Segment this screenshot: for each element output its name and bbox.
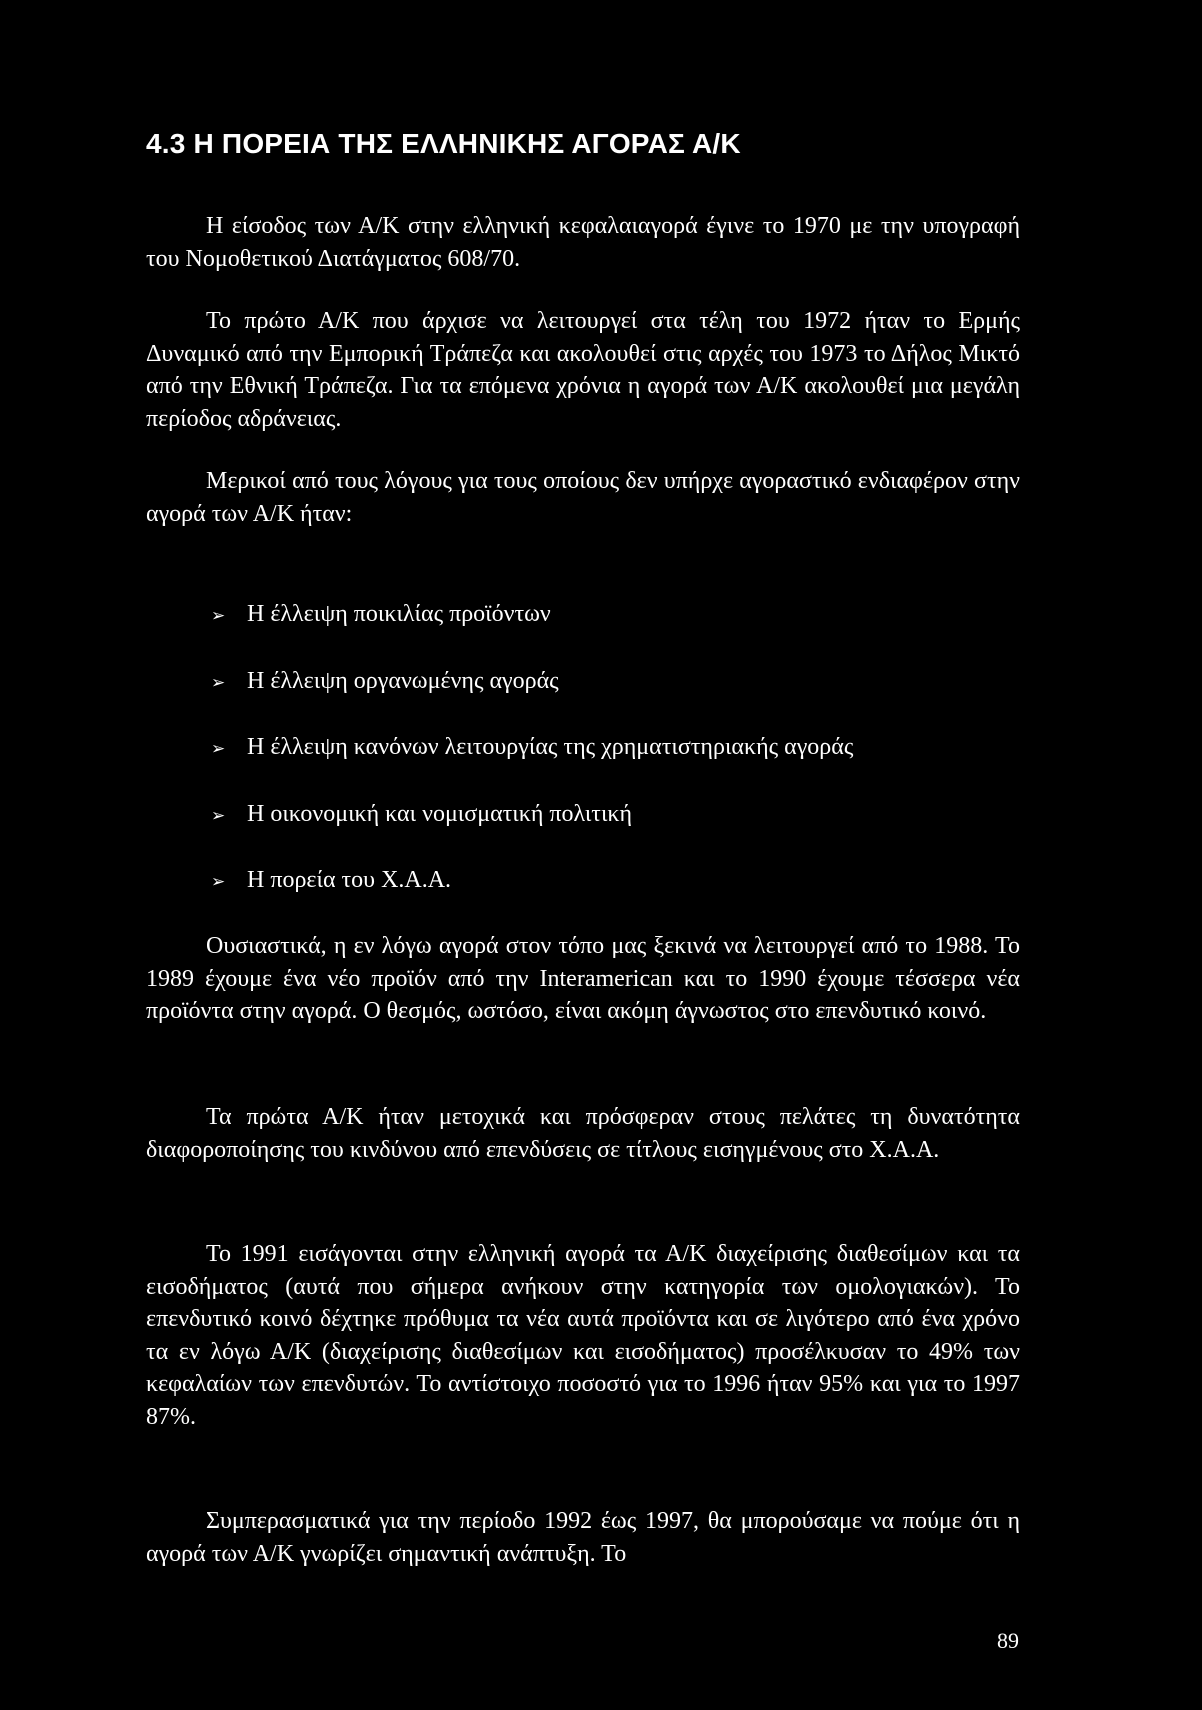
list-item-text: Η πορεία του Χ.Α.Α. [247,867,452,893]
arrowhead-bullet-icon: ➢ [211,739,226,759]
section-heading: 4.3 Η ΠΟΡΕΙΑ ΤΗΣ ΕΛΛΗΝΙΚΗΣ ΑΓΟΡΑΣ Α/Κ [146,128,741,159]
page-number: 89 [997,1628,1019,1653]
list-item-text: Η έλλειψη οργανωμένης αγοράς [247,667,559,694]
list-item [211,798,853,865]
paragraph-reasons-intro: Μερικοί από τους λόγους για τους οποίους δεν υπήρχε αγοραστικό ενδιαφέρον στην αγορά των Α/Κ ήταν: [146,468,1020,527]
arrowhead-bullet-icon: ➢ [211,606,226,626]
paragraph-first-equity-funds: Τα πρώτα Α/Κ ήταν μετοχικά και πρόσφεραν στους πελάτες τη δυνατότητα διαφοροποίησης του κινδύνου από επενδύσεις σε τίτλους εισηγμένους στο Χ.Α.Α. [146,1104,1020,1163]
paragraph-introduction: Η είσοδος των Α/Κ στην ελληνική κεφαλαιαγορά έγινε το 1970 με την υπογραφή του Νομοθετικού Διατάγματος 608/70. [146,213,1020,272]
list-item-text: Η έλλειψη ποικιλίας προϊόντων [247,601,551,627]
list-item [211,731,853,798]
paragraph-conclusion: Συμπερασματικά για την περίοδο 1992 έως 1997, θα μπορούσαμε να πούμε ότι η αγορά των Α/Κ γνωρίζει σημαντική ανάπτυξη. Το [146,1508,1020,1567]
arrowhead-bullet-icon: ➢ [211,805,226,826]
paragraph-market-start: Ουσιαστικά, η εν λόγω αγορά στον τόπο μας ξεκινά να λειτουργεί από το 1988. Το 1989 έχουμε ένα νέο προϊόν από την Interamerican και το 1990 έχουμε τέσσερα νέα προϊόντα στην αγορά. Ο θεσμός, ωστόσο, είναι ακόμη άγνωστος στο επενδυτικό κοινό. [146,933,1020,1024]
arrowhead-bullet-icon: ➢ [211,872,226,892]
list-item [211,665,853,732]
list-item-text: Η έλλειψη κανόνων λειτουργίας της χρηματιστηριακής αγοράς [247,734,854,760]
paragraph-first-funds: Το πρώτο Α/Κ που άρχισε να λειτουργεί στα τέλη του 1972 ήταν το Ερμής Δυναμικό από την Εμπορική Τράπεζα και ακολουθεί στις αρχές του 1973 το Δήλος Μικτό από την Εθνική Τράπεζα. Για τα επόμενα χρόνια η αγορά των Α/Κ ακολουθεί μια μεγάλη περίοδος αδράνειας. [146,308,1020,432]
paragraph-1991-funds: Το 1991 εισάγονται στην ελληνική αγορά τα Α/Κ διαχείρισης διαθεσίμων και τα εισοδήματος (αυτά που σήμερα ανήκουν στην κατηγορία των ομολογιακών). Το επενδυτικό κοινό δέχτηκε πρόθυμα τα νέα αυτά προϊόντα και σε λιγότερο από ένα χρόνο τα εν λόγω Α/Κ (διαχείρισης διαθεσίμων και εισοδήματος) προσέλκυσαν το 49% των κεφαλαίων των επενδυτών. Το αντίστοιχο ποσοστό για το 1996 ήταν 95% και για το 1997 87%. [146,1241,1020,1430]
list-item [211,598,853,665]
arrowhead-bullet-icon: ➢ [211,672,226,693]
list-item [211,864,853,931]
reasons-list [211,598,853,931]
list-item-text: Η οικονομική και νομισματική πολιτική [247,800,633,827]
